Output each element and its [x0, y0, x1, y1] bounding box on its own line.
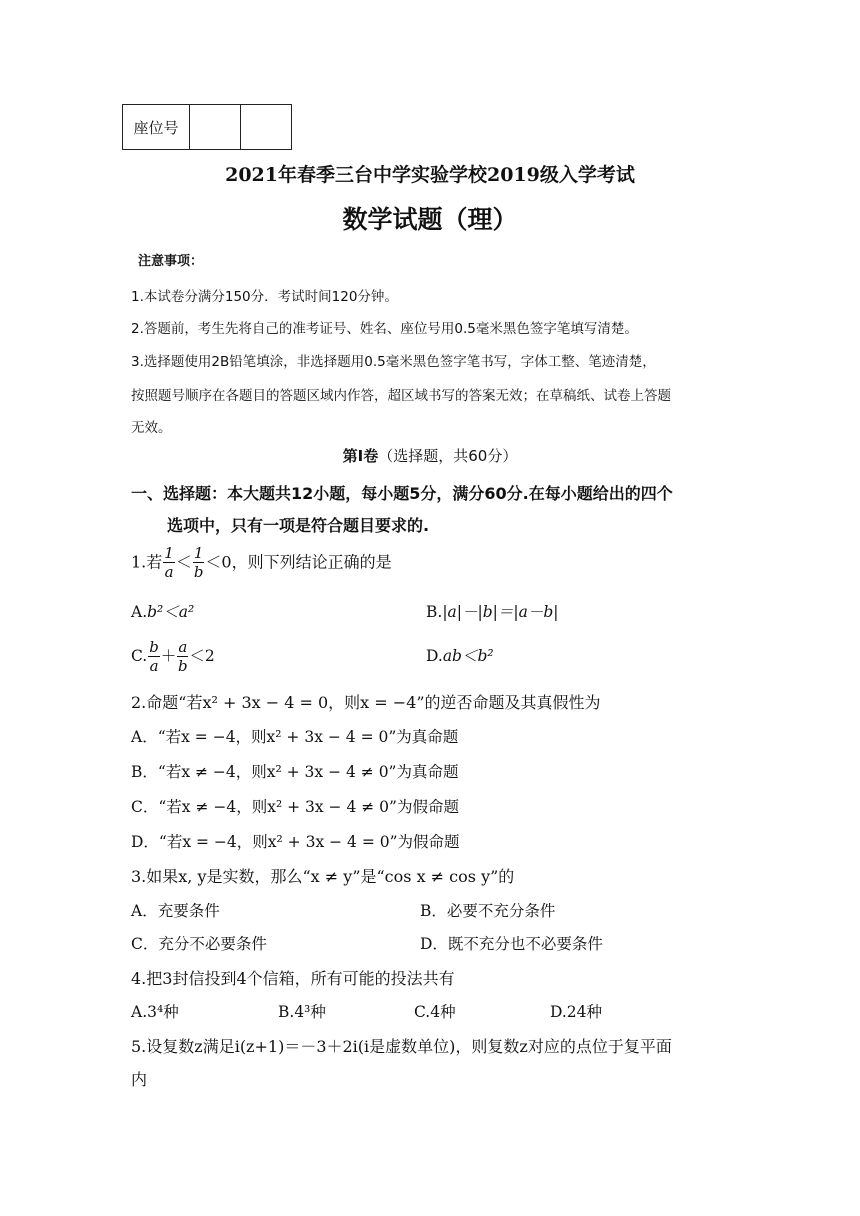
notes-heading: 注意事项：	[138, 254, 204, 269]
q2-option-c: C．“若x ≠ −4，则x² + 3x − 4 ≠ 0”为假命题	[131, 798, 459, 816]
question-5-stem-line-2: 内	[131, 1070, 148, 1089]
question-2-stem: 2.命题“若x² + 3x − 4 = 0，则x = −4”的逆否命题及其真假性为	[131, 693, 601, 712]
q4-option-b: B.4³种	[278, 1003, 326, 1021]
exam-subtitle: 数学试题（理）	[342, 205, 518, 234]
q1-option-c-fraction-b-over-a: $\frac{b}{a}$	[149, 638, 159, 675]
section-title	[0, 445, 860, 466]
section-title-bold: 第Ⅰ卷	[342, 447, 379, 465]
seat-number-box	[122, 104, 292, 150]
q1-prefix: 1.若	[131, 552, 163, 572]
q1-fraction-1-over-b: $\frac{1}{b}$	[193, 544, 204, 581]
seat-number-cell-1	[190, 105, 241, 150]
q2-option-a: A．“若x = −4，则x² + 3x − 4 = 0”为真命题	[131, 728, 459, 746]
question-4-stem: 4.把3封信投到4个信箱，所有可能的投法共有	[131, 969, 455, 988]
q1-suffix: ＜0，则下列结论正确的是	[205, 552, 392, 572]
q3-option-b: B．必要不充分条件	[420, 902, 556, 920]
q2-option-d: D．“若x = −4，则x² + 3x − 4 = 0”为假命题	[131, 833, 460, 851]
q4-option-d: D.24种	[550, 1003, 603, 1021]
note-line-4: 按照题号顺序在各题目的答题区域内作答，超区域书写的答案无效；在草稿纸、试卷上答题	[131, 388, 671, 404]
exam-title: 2021年春季三台中学实验学校2019级入学考试	[225, 164, 635, 186]
note-line-1: 1.本试卷分满分150分．考试时间120分钟。	[131, 289, 398, 305]
q3-option-a: A．充要条件	[131, 902, 220, 920]
part-instructions-line-2: 选项中，只有一项是符合题目要求的.	[167, 516, 430, 535]
q4-option-c: C.4种	[414, 1003, 456, 1021]
note-line-3: 3.选择题使用2B铅笔填涂，非选择题用0.5毫米黑色签字笔书写，字体工整、笔迹清楚，	[131, 354, 656, 370]
part-instructions-line-1: 一、选择题：本大题共12小题，每小题5分，满分60分.在每小题给出的四个	[131, 484, 673, 503]
question-1-stem	[131, 546, 392, 580]
seat-number-cell-2	[241, 105, 292, 150]
q2-option-b: B．“若x ≠ −4，则x² + 3x − 4 ≠ 0”为真命题	[131, 763, 459, 781]
q1-option-c: C. $\frac{b}{a}$ ＋ $\frac{a}{b}$ ＜2	[131, 638, 215, 675]
q3-option-d: D．既不充分也不必要条件	[420, 935, 603, 953]
q4-option-a: A.3⁴种	[131, 1003, 179, 1021]
question-5-stem-line-1: 5.设复数z满足i(z+1)＝－3＋2i(i是虚数单位)，则复数z对应的点位于复平面	[131, 1037, 672, 1056]
q1-option-a: A.b²＜a²	[131, 603, 195, 621]
seat-number-label: 座位号	[123, 105, 190, 150]
note-line-2: 2.答题前，考生先将自己的准考证号、姓名、座位号用0.5毫米黑色签字笔填写清楚。	[131, 321, 638, 337]
question-3-stem: 3.如果x, y是实数，那么“x ≠ y”是“cos x ≠ cos y”的	[131, 867, 515, 886]
q1-fraction-1-over-a: $\frac{1}{a}$	[164, 544, 174, 581]
section-title-rest: （选择题，共60分）	[378, 447, 518, 465]
q1-option-c-fraction-a-over-b: $\frac{a}{b}$	[178, 638, 188, 675]
note-line-5: 无效。	[131, 420, 172, 436]
q3-option-c: C．充分不必要条件	[131, 935, 267, 953]
q1-option-b: B.|a|－|b|＝|a－b|	[426, 603, 559, 621]
q1-option-d: D.ab＜b²	[426, 647, 494, 665]
q1-less-than: ＜	[175, 552, 192, 572]
